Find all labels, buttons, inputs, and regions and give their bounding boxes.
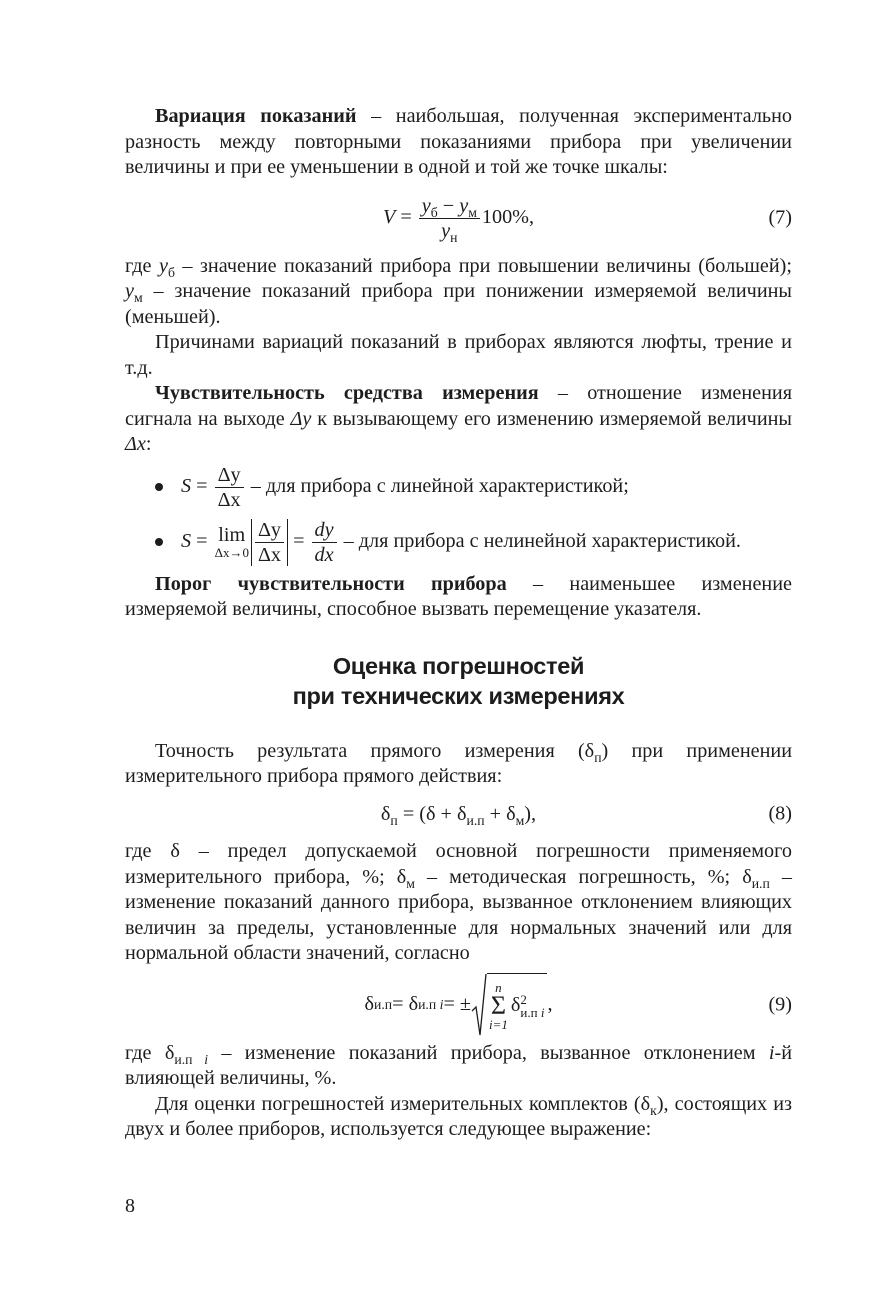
heading-line-1: Оценка погрешностей xyxy=(332,652,585,679)
bullet-icon xyxy=(155,538,163,546)
paragraph-variation: Вариация показаний – наибольшая, полученная экспериментально разность между повторными показаниями прибора при увеличении величины и при ее уменьшении в одной и той же точке шкалы: xyxy=(125,105,792,178)
equation-number: (8) xyxy=(768,802,792,825)
page-body xyxy=(125,104,792,1143)
radical-sign-icon xyxy=(471,973,487,1037)
equation-8: $\delta_п = (\delta + \delta_{и.п} + \delta_м)$, (8) xyxy=(380,802,792,828)
equation-number: (7) xyxy=(768,206,792,229)
paragraph-sensitivity: Чувствительность средства измерения – отношение изменения сигнала на выходе Δy к вызывающему его изменению измеряемой величины Δx: xyxy=(125,382,792,455)
term-sensitivity: Чувствительность средства измерения xyxy=(155,382,539,404)
paragraph-threshold: Порог чувствительности прибора – наименьшее изменение измеряемой величины, способное вызвать перемещение указателя. xyxy=(125,572,792,620)
equation-7: V = $\frac{y_б - y_м}{y_н}$ 100%, (7) xyxy=(382,194,792,245)
absolute-value: $\frac{\Delta y}{\Delta x}$ xyxy=(251,519,288,566)
equation-9: δ и.п = δ и.п i = ± n Σ i=1 δ 2 и.п i , (9) xyxy=(125,973,792,1037)
heading-line-2: при технических измерениях xyxy=(292,682,625,709)
square-root: n Σ i=1 δ 2 и.п i xyxy=(471,973,547,1037)
paragraph-accuracy: Точность результата прямого измерения $(\delta_п)$ при применении измерительного прибора прямого действия: xyxy=(125,739,792,787)
paragraph-variation-causes: Причинами вариаций показаний в приборах являются люфты, трение и т.д. xyxy=(125,331,792,379)
term-threshold: Порог чувствительности прибора xyxy=(155,572,507,595)
section-heading xyxy=(125,651,792,711)
paragraph-variation-definitions: где $y_б$ – значение показаний прибора при повышении величины (большей); $y_м$ – значение показаний прибора при понижении измеряемой величины (меньшей). xyxy=(125,254,792,328)
paragraph-kits: Для оценки погрешностей измерительных комплектов $(\delta_к)$, состоящих из двух и более приборов, используется следующее выражение: xyxy=(125,1092,792,1140)
paragraph-error-definitions: где δ – предел допускаемой основной погрешности применяемого измерительного прибора, %; $\delta_м$ – методическая погрешность, %; $\delta_{и.п}$ – изменение показаний данного прибора, вызванное отклонением влияющих величин за пределы, установленные для нормальных значений или для нормальной области значений, согласно xyxy=(125,840,793,964)
summation: n Σ i=1 xyxy=(488,980,508,1032)
bullet-icon xyxy=(155,483,163,491)
limit-operator: lim Δx→0 xyxy=(214,524,249,560)
bullet-nonlinear: S = lim Δx→0 $\frac{\Delta y}{\Delta x}$ = $\frac{dy}{dx}$ – для прибора с нелинейной характеристикой. xyxy=(125,519,792,566)
fraction: $\frac{\Delta y}{\Delta x}$ xyxy=(215,464,244,511)
term-variation: Вариация показаний xyxy=(155,105,357,127)
paragraph-influence: где $\delta_{и.п i}$ – изменение показаний прибора, вызванное отклонением i-й влияющей величины, %. xyxy=(125,1041,792,1089)
fraction: $\frac{dy}{dx}$ xyxy=(312,519,337,566)
equation-number: (9) xyxy=(768,992,792,1015)
page-number: 8 xyxy=(125,1195,135,1217)
bullet-linear: S = $\frac{\Delta y}{\Delta x}$ – для прибора с линейной характеристикой; xyxy=(125,464,792,511)
fraction: $\frac{y_б - y_м}{y_н}$ xyxy=(419,195,480,242)
